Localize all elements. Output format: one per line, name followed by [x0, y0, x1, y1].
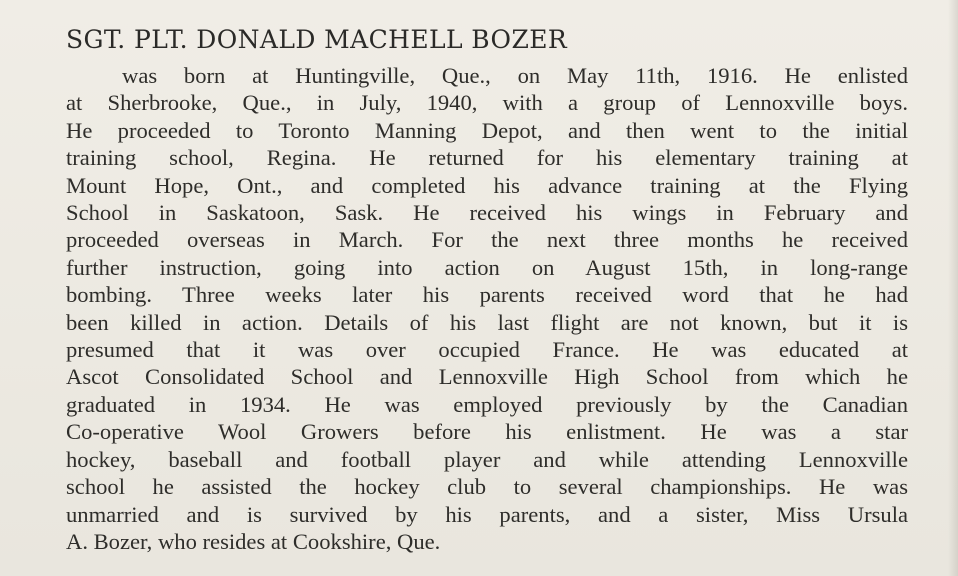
- obituary-heading: SGT. PLT. DONALD MACHELL BOZER: [66, 25, 568, 54]
- body-line: school he assisted the hockey club to several championships. He was: [66, 474, 908, 500]
- body-line: further instruction, going into action on August 15th, in long-range: [66, 254, 908, 280]
- body-line: A. Bozer, who resides at Cookshire, Que.: [66, 528, 441, 554]
- body-line: proceeded overseas in March. For the next three months he received: [66, 227, 908, 253]
- body-line: hockey, baseball and football player and while attending Lennoxville: [66, 446, 908, 472]
- body-line: was born at Huntingville, Que., on May 11th, 1916. He enlisted: [122, 63, 908, 88]
- body-line: He proceeded to Toronto Manning Depot, and then went to the initial: [66, 117, 908, 143]
- body-line: Co-operative Wool Growers before his enlistment. He was a star: [66, 419, 908, 445]
- body-line: unmarried and is survived by his parents, and a sister, Miss Ursula: [66, 501, 908, 527]
- body-line: graduated in 1934. He was employed previously by the Canadian: [66, 391, 908, 417]
- body-line: Mount Hope, Ont., and completed his advance training at the Flying: [66, 172, 908, 198]
- body-line: been killed in action. Details of his last flight are not known, but it is: [66, 309, 908, 335]
- page-edge-shadow: [948, 0, 958, 576]
- body-line: at Sherbrooke, Que., in July, 1940, with a group of Lennoxville boys.: [66, 90, 908, 116]
- body-line: training school, Regina. He returned for his elementary training at: [66, 145, 908, 171]
- body-line: bombing. Three weeks later his parents received word that he had: [66, 282, 908, 308]
- body-line: School in Saskatoon, Sask. He received his wings in February and: [66, 200, 908, 226]
- body-line: Ascot Consolidated School and Lennoxville High School from which he: [66, 364, 908, 390]
- obituary-body: [66, 62, 908, 555]
- body-line: presumed that it was over occupied France. He was educated at: [66, 337, 908, 363]
